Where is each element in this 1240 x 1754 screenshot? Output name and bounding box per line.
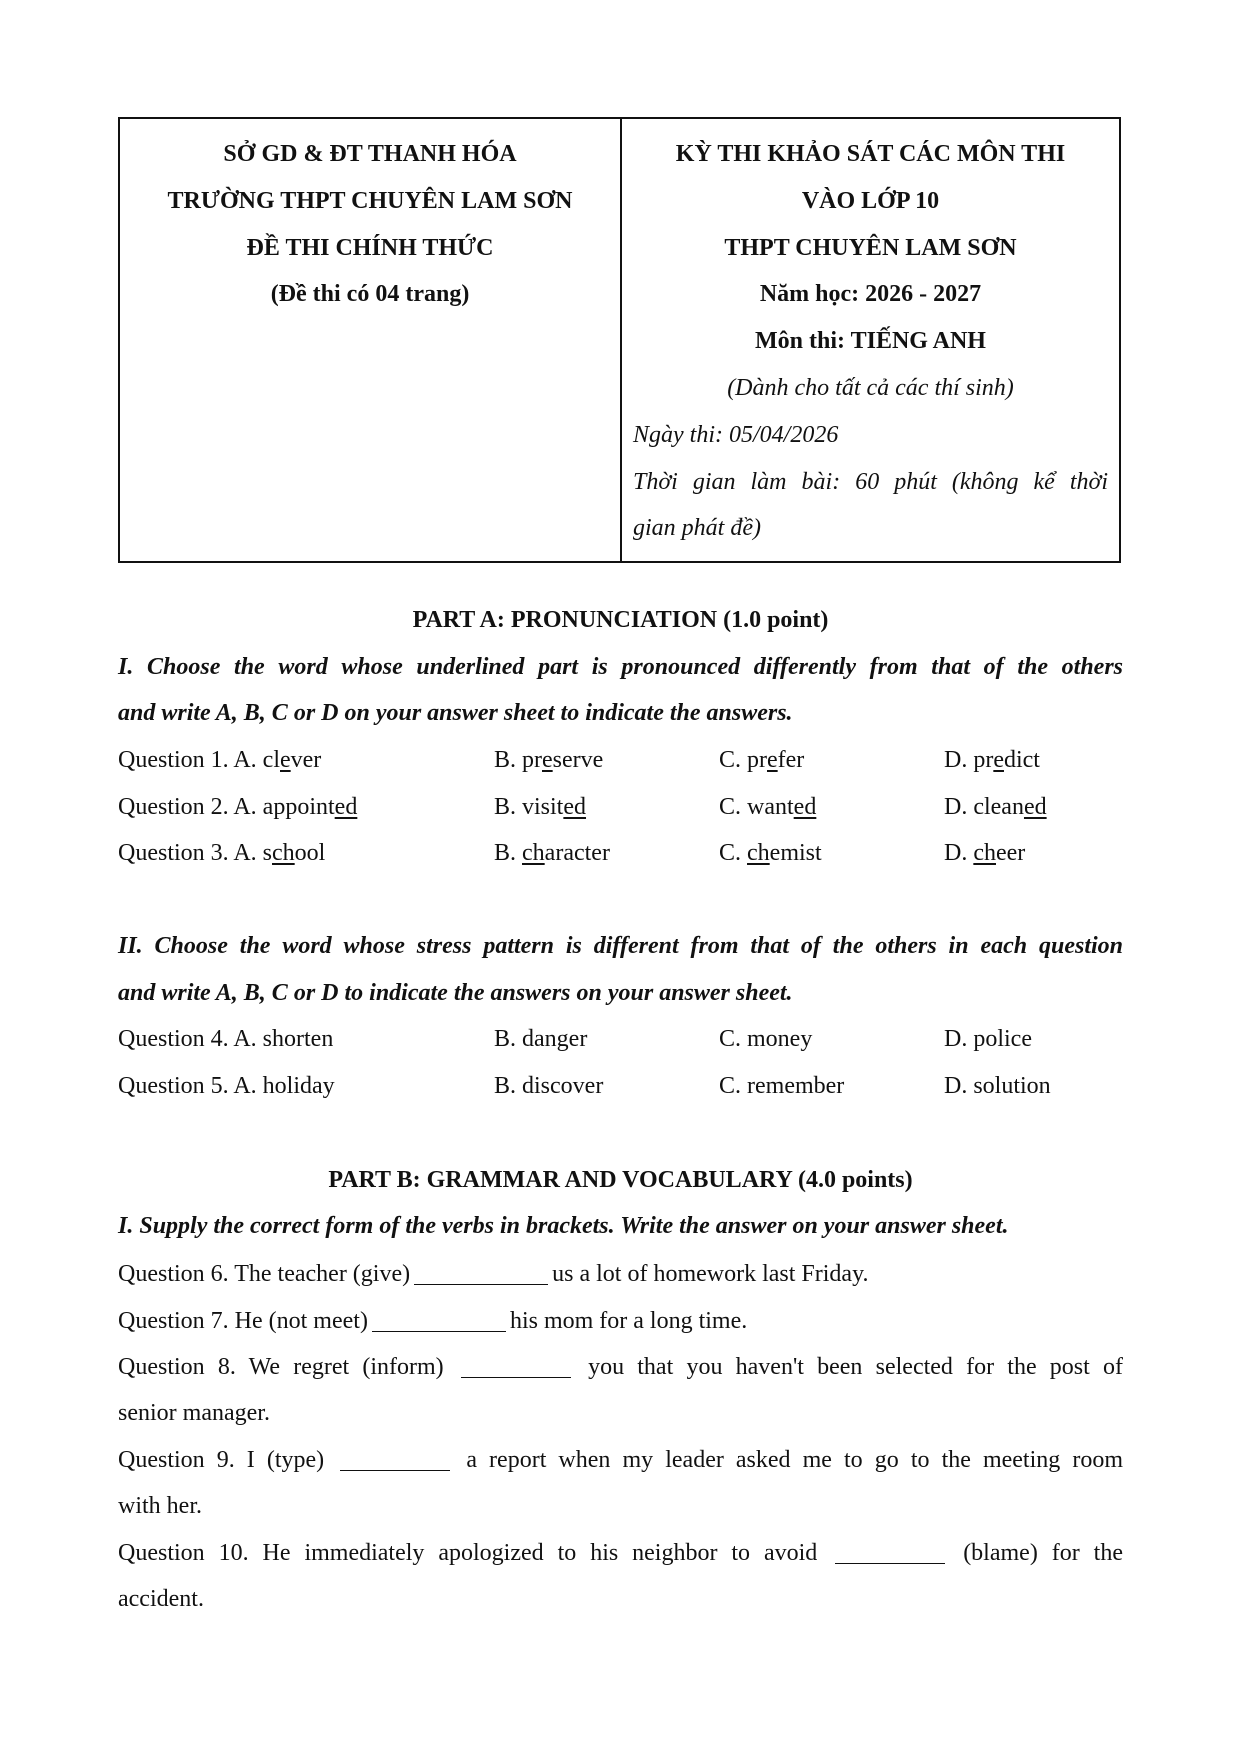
question-10-blank [835,1533,945,1564]
question-2-row [118,784,1123,831]
time-allowed-line2: gian phát đề) [633,515,761,542]
exam-header-table [118,117,1121,563]
question-5-row [118,1063,1123,1110]
question-2-option-b: B. visited [494,794,587,820]
part-a-sec2-instruction-line1: II. Choose the word whose stress pattern is different from that of the others in each question [118,933,1123,959]
question-5-option-d: D. solution [944,1073,1051,1099]
part-b-title: PART B: GRAMMAR AND VOCABULARY (4.0 points) [328,1167,913,1193]
question-7-blank [372,1301,506,1332]
question-7: Question 7. He (not meet) his mom for a long time. [118,1297,1123,1344]
part-a-sec1-instruction-line1: I. Choose the word whose underlined part is pronounced differently from that of the others [118,654,1123,680]
question-10: Question 10. He immediately apologized to his neighbor to avoid (blame) for the [118,1529,1123,1576]
part-a-sec1-instruction-line2: and write A, B, C or D on your answer sheet to indicate the answers. [118,700,793,726]
question-1-option-b: B. preserve [494,747,604,773]
question-5-option-c: C. remember [719,1073,845,1099]
question-1-option-c: C. prefer [719,747,805,773]
school-info-cell [120,119,622,561]
question-1-option-d: D. predict [944,747,1040,773]
question-9-blank [340,1440,450,1471]
question-2-option-c: C. wanted [719,794,817,820]
question-3-row [118,830,1123,877]
question-1-option-a: Question 1. A. clever [118,747,322,773]
question-4-option-b: B. danger [494,1026,588,1052]
question-2-option-d: D. cleaned [944,794,1047,820]
part-b-instruction: I. Supply the correct form of the verbs in brackets. Write the answer on your answer sheet. [118,1213,1009,1239]
question-3-option-a: Question 3. A. school [118,840,326,866]
question-4-row [118,1016,1123,1063]
exam-date: Ngày thi: 05/04/2026 [633,421,839,448]
question-9-continued: with her. [118,1493,202,1519]
exam-title-line1: KỲ THI KHẢO SÁT CÁC MÔN THI [675,141,1066,167]
school-year: Năm học: 2026 - 2027 [759,281,982,308]
question-8: Question 8. We regret (inform) you that you haven't been selected for the post of [118,1343,1123,1390]
question-3-option-b: B. character [494,840,610,866]
school-name: TRƯỜNG THPT CHUYÊN LAM SƠN [167,187,573,214]
exam-subject: Môn thi: TIẾNG ANH [755,328,986,355]
question-9: Question 9. I (type) a report when my leader asked me to go to the meeting room [118,1436,1123,1483]
question-6: Question 6. The teacher (give) us a lot of homework last Friday. [118,1250,1123,1297]
question-4-option-d: D. police [944,1026,1032,1052]
exam-title-line3: THPT CHUYÊN LAM SƠN [724,234,1017,261]
question-8-blank [461,1347,571,1378]
question-6-blank [414,1254,548,1285]
candidates-note: (Dành cho tất cả các thí sinh) [727,374,1014,401]
exam-title-line2: VÀO LỚP 10 [801,187,940,214]
question-5-option-b: B. discover [494,1073,604,1099]
question-3-option-d: D. cheer [944,840,1026,866]
question-10-continued: accident. [118,1586,204,1612]
part-a-sec2-instruction-line2: and write A, B, C or D to indicate the answers on your answer sheet. [118,980,793,1006]
part-a-title: PART A: PRONUNCIATION (1.0 point) [412,607,829,633]
question-8-continued: senior manager. [118,1400,270,1426]
question-4-option-c: C. money [719,1026,813,1052]
department-name: SỞ GD & ĐT THANH HÓA [223,141,517,167]
question-3-option-c: C. chemist [719,840,822,866]
exam-info-cell [622,119,1119,561]
question-5-option-a: Question 5. A. holiday [118,1073,335,1099]
page-count: (Đề thi có 04 trang) [270,281,470,308]
question-4-option-a: Question 4. A. shorten [118,1026,334,1052]
question-2-option-a: Question 2. A. appointed [118,794,358,820]
official-exam-label: ĐỀ THI CHÍNH THỨC [246,234,494,261]
time-allowed-line1: Thời gian làm bài: 60 phút (không kể thời [633,468,1108,495]
question-1-row [118,737,1123,784]
